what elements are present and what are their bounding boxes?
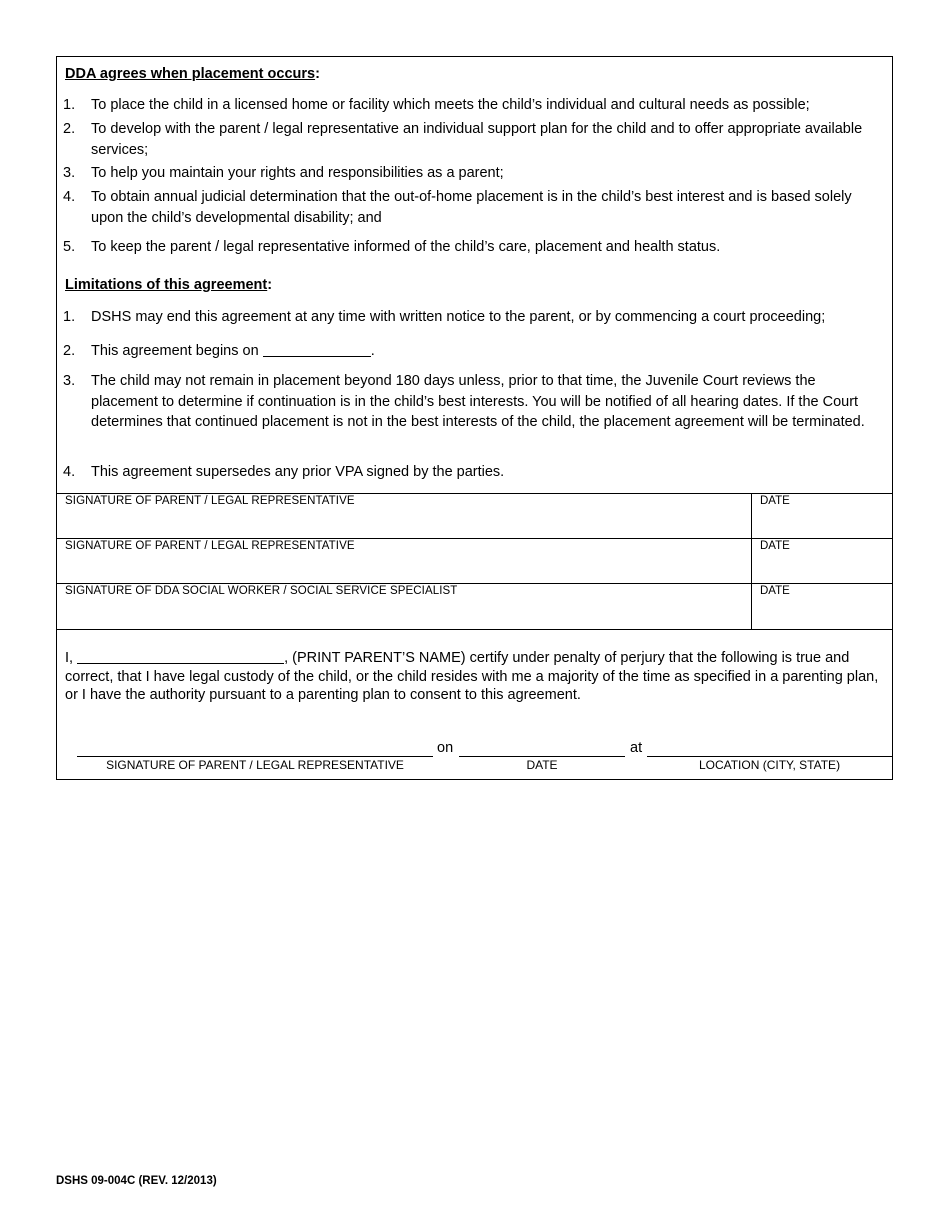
agreement-form-frame	[56, 56, 893, 780]
limitations-heading: Limitations of this agreement:	[65, 277, 273, 293]
limitation-item-4: 4. This agreement supersedes any prior VPA signed by the parties.	[63, 464, 505, 480]
on-connector: on	[437, 740, 454, 756]
limitation-item-2: 2. This agreement begins on .	[63, 343, 375, 359]
date-cell[interactable]	[751, 494, 892, 539]
date-label: DATE	[760, 495, 790, 507]
signature-label: SIGNATURE OF DDA SOCIAL WORKER / SOCIAL SERVICE SPECIALIST	[65, 585, 458, 597]
parent-signature-row-2[interactable]	[57, 538, 892, 584]
location-caption: LOCATION (CITY, STATE)	[698, 758, 841, 772]
signature-table	[57, 493, 892, 630]
date-cell[interactable]	[751, 539, 892, 584]
parent-name-field[interactable]	[77, 649, 284, 664]
signature-label: SIGNATURE OF PARENT / LEGAL REPRESENTATIVE	[65, 540, 355, 552]
dda-item-2: 2. To develop with the parent / legal representative an individual support plan for the child and to offer appropriate available services;	[63, 121, 863, 158]
date-cell[interactable]	[751, 584, 892, 629]
at-connector: at	[630, 740, 643, 756]
date-label: DATE	[760, 585, 790, 597]
date-caption: DATE	[526, 758, 558, 772]
certification-statement: I, , (PRINT PARENT’S NAME) certify under penalty of perjury that the following is true and correct, that I have legal custody of the child, or the child resides with me a majority of the time as specified in a parenting plan, or I have the authority pursuant to a parenting plan to consent to this agreement.	[65, 650, 879, 703]
signature-label: SIGNATURE OF PARENT / LEGAL REPRESENTATIVE	[65, 495, 355, 507]
parent-signature-row-1[interactable]	[57, 494, 892, 539]
agreement-start-date-field[interactable]	[263, 342, 371, 357]
cert-date-line[interactable]	[459, 756, 625, 757]
dda-item-1: 1. To place the child in a licensed home or facility which meets the child’s individual and cultural needs as possible;	[63, 97, 810, 113]
dda-item-3: 3. To help you maintain your rights and responsibilities as a parent;	[63, 165, 504, 181]
social-worker-signature-row[interactable]	[57, 583, 892, 629]
signature-caption: SIGNATURE OF PARENT / LEGAL REPRESENTATIVE	[106, 758, 404, 772]
limitation-item-1: 1. DSHS may end this agreement at any time with written notice to the parent, or by commencing a court proceeding;	[63, 309, 826, 325]
limitation-item-3: 3. The child may not remain in placement beyond 180 days unless, prior to that time, the Juvenile Court reviews the placement to determine if continuation is in the child’s best interests. You will be notified of all hearing dates. If the Court determines that continued placement is not in the best interests of the child, the placement agreement will be terminated.	[63, 373, 865, 430]
dda-item-5: 5. To keep the parent / legal representative informed of the child’s care, placement and health status.	[63, 239, 721, 255]
dda-item-4: 4. To obtain annual judicial determination that the out-of-home placement is in the child’s best interest and is based solely upon the child’s developmental disability; and	[63, 189, 852, 226]
dda-agrees-heading: DDA agrees when placement occurs:	[65, 66, 320, 82]
cert-location-line[interactable]	[647, 756, 892, 757]
cert-signature-line[interactable]	[77, 756, 433, 757]
form-number: DSHS 09-004C (REV. 12/2013)	[56, 1175, 217, 1187]
date-label: DATE	[760, 540, 790, 552]
